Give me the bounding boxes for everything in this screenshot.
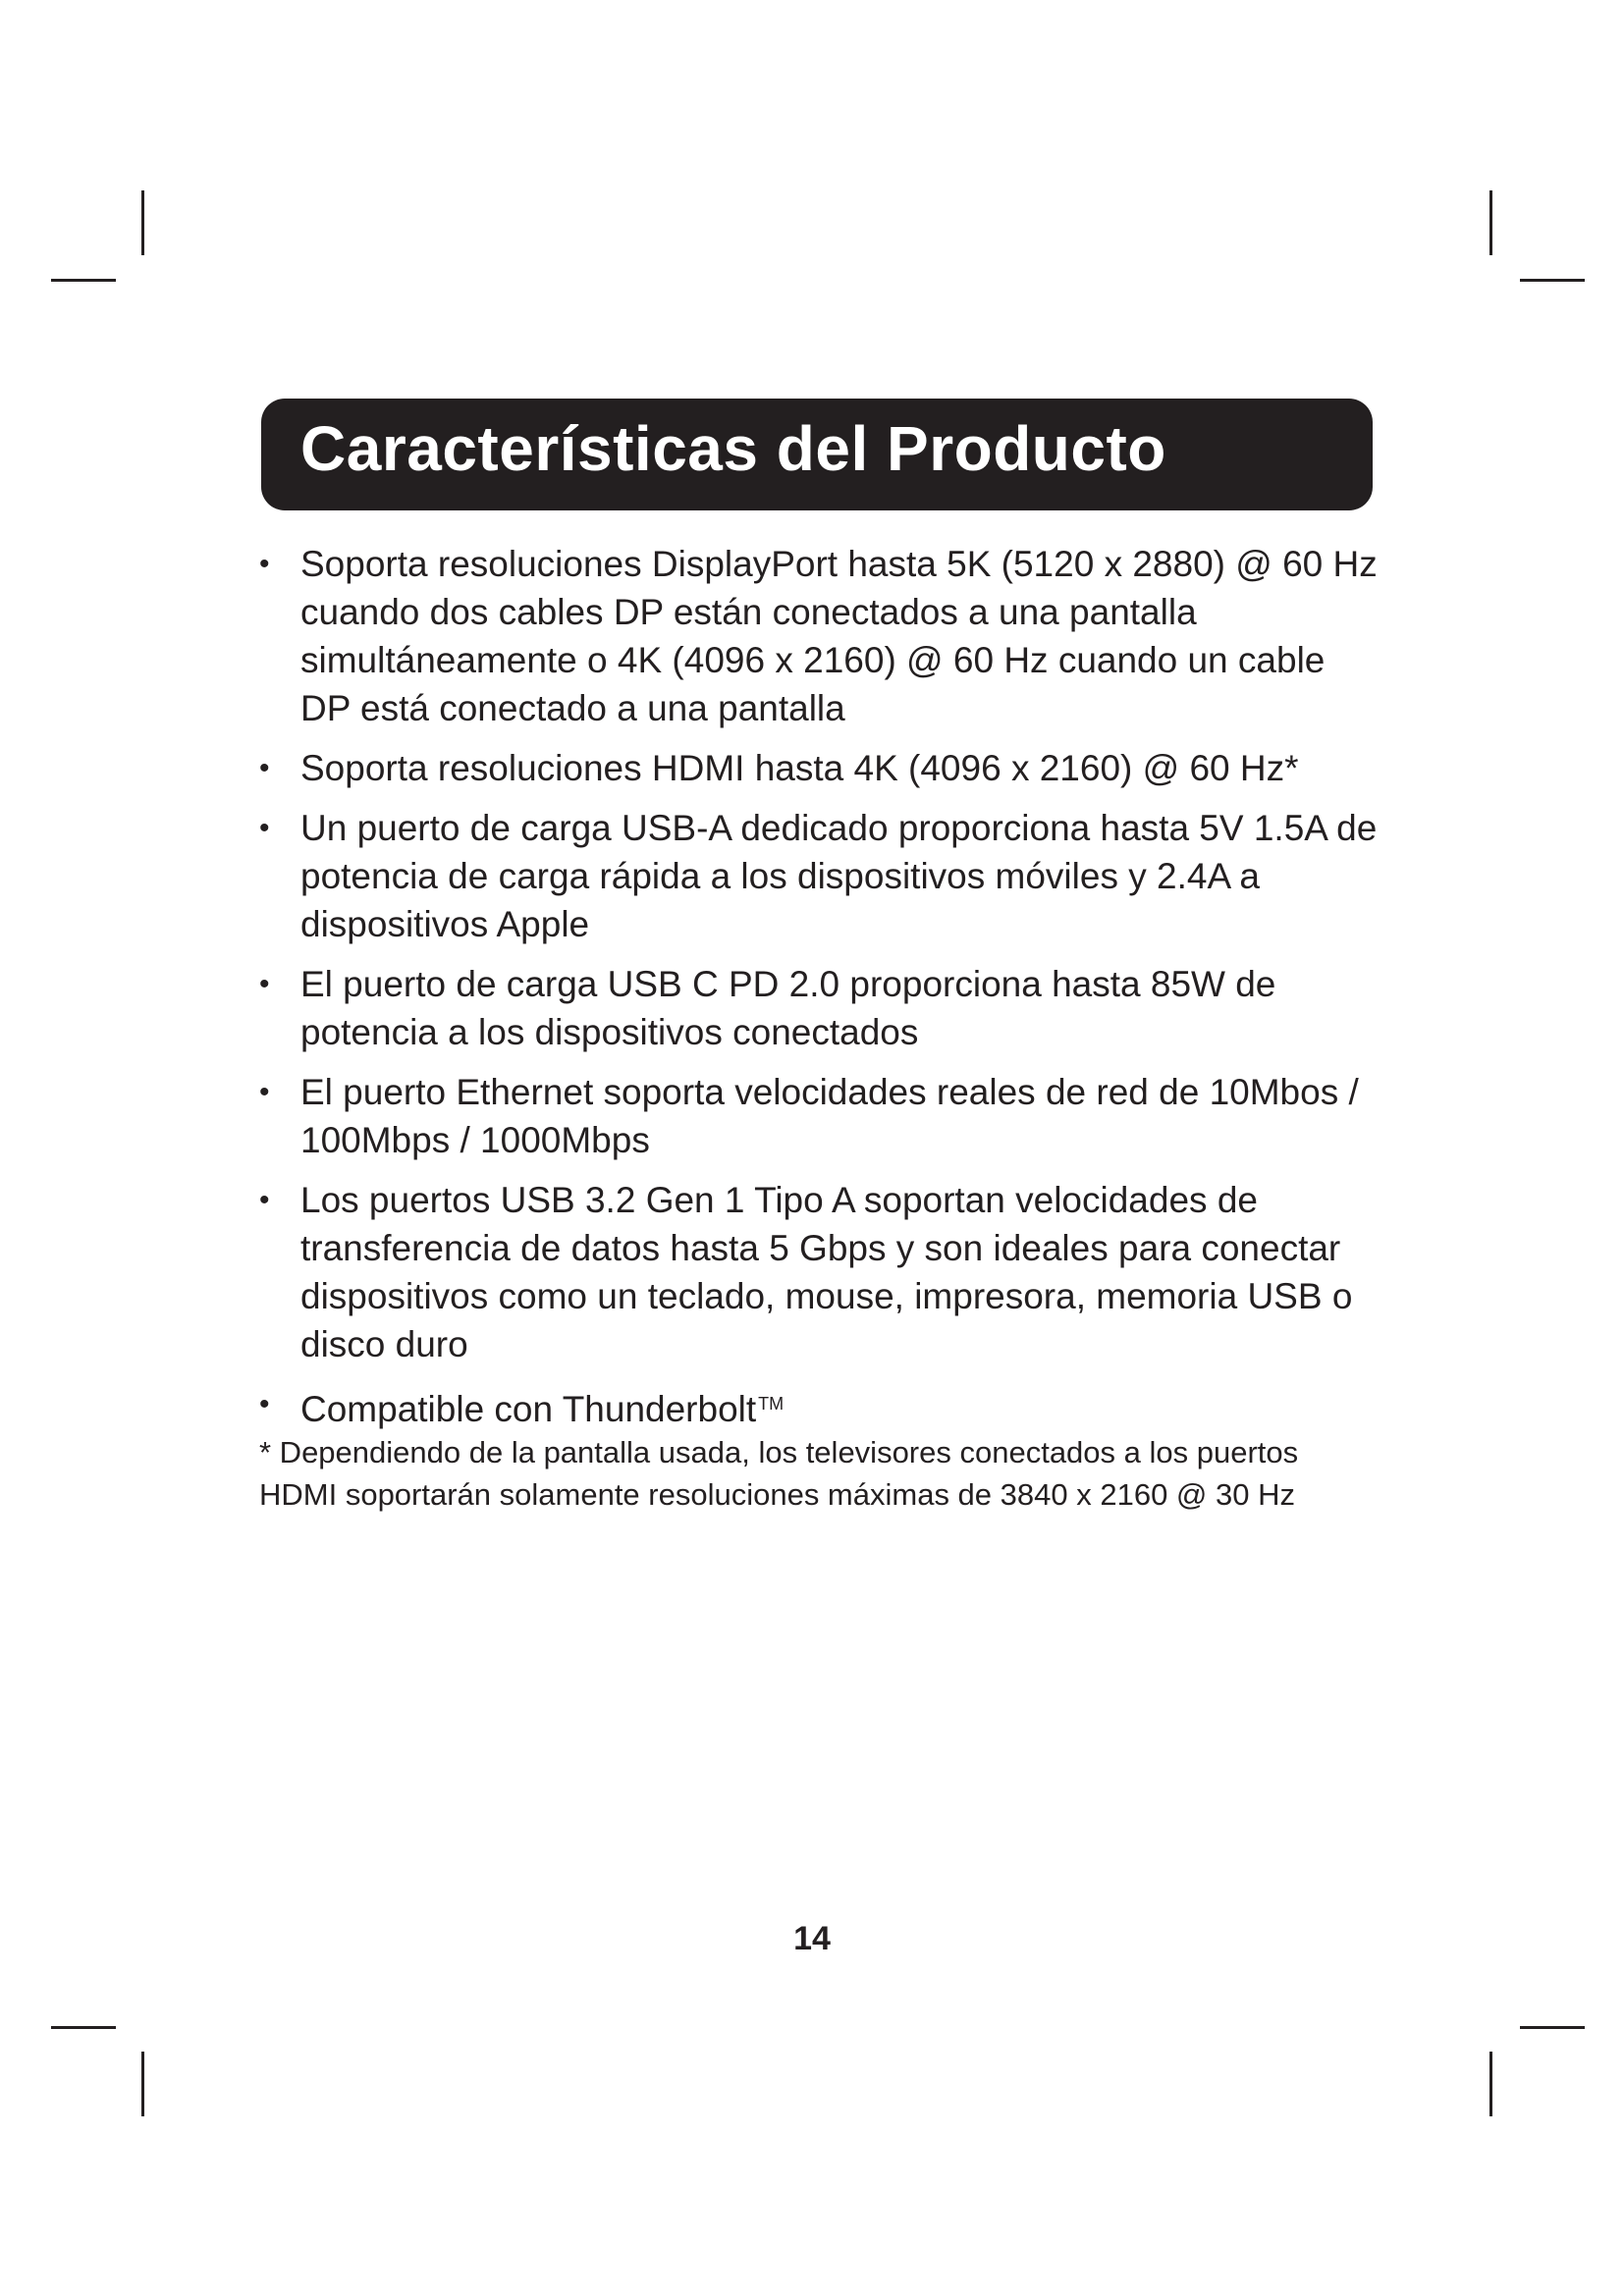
page-number: 14 [793,1920,831,1957]
feature-text: El puerto de carga USB C PD 2.0 proporciona hasta 85W de potencia a los dispositivos conectados [300,964,1276,1052]
feature-text: Soporta resoluciones DisplayPort hasta 5K (5120 x 2880) @ 60 Hz cuando dos cables DP están conectados a una pantalla simultáneamente o 4K (4096 x 2160) @ 60 Hz cuando un cable DP está conectado a una pantalla [300,544,1378,728]
feature-item-usb-c-pd [259,960,1379,1056]
trademark-symbol: TM [758,1394,785,1414]
feature-item-thunderbolt [259,1380,1379,1433]
section-title-bar [261,399,1373,510]
feature-text: Compatible con Thunderbolt [300,1389,757,1429]
feature-item-ethernet [259,1068,1379,1164]
feature-text: Los puertos USB 3.2 Gen 1 Tipo A soportan velocidades de transferencia de datos hasta 5 Gbps y son ideales para conectar dispositivos como un teclado, mouse, impresora, memoria USB o disco duro [300,1180,1353,1364]
crop-mark-bottom-left-vertical [141,2052,144,2116]
feature-list [259,540,1379,1445]
crop-mark-bottom-right-vertical [1489,2052,1492,2116]
bullet: • [259,548,270,580]
footnote: * Dependiendo de la pantalla usada, los televisores conectados a los puertos HDMI soportarán solamente resoluciones máximas de 3840 x 2160 @ 30 Hz [259,1435,1299,1512]
bullet: • [259,752,270,784]
bullet: • [259,1184,270,1216]
bullet: • [259,1076,270,1108]
crop-mark-top-left-horizontal [51,279,116,282]
feature-text: El puerto Ethernet soporta velocidades reales de red de 10Mbos / 100Mbps / 1000Mbps [300,1072,1359,1160]
crop-mark-bottom-left-horizontal [51,2026,116,2029]
feature-item-usb-3-2 [259,1176,1379,1368]
crop-mark-top-left-vertical [141,190,144,255]
section-title: Características del Producto [300,413,1166,484]
feature-item-hdmi [259,744,1379,792]
crop-mark-bottom-right-horizontal [1520,2026,1585,2029]
bullet: • [259,968,270,1000]
bullet: • [259,1388,270,1420]
feature-item-usb-a-charging [259,804,1379,948]
bullet: • [259,812,270,844]
crop-mark-top-right-vertical [1489,190,1492,255]
feature-text: Soporta resoluciones HDMI hasta 4K (4096 x 2160) @ 60 Hz* [300,748,1299,788]
crop-mark-top-right-horizontal [1520,279,1585,282]
feature-text: Un puerto de carga USB-A dedicado proporciona hasta 5V 1.5A de potencia de carga rápida a los dispositivos móviles y 2.4A a dispositivos Apple [300,808,1378,944]
feature-item-displayport [259,540,1379,732]
